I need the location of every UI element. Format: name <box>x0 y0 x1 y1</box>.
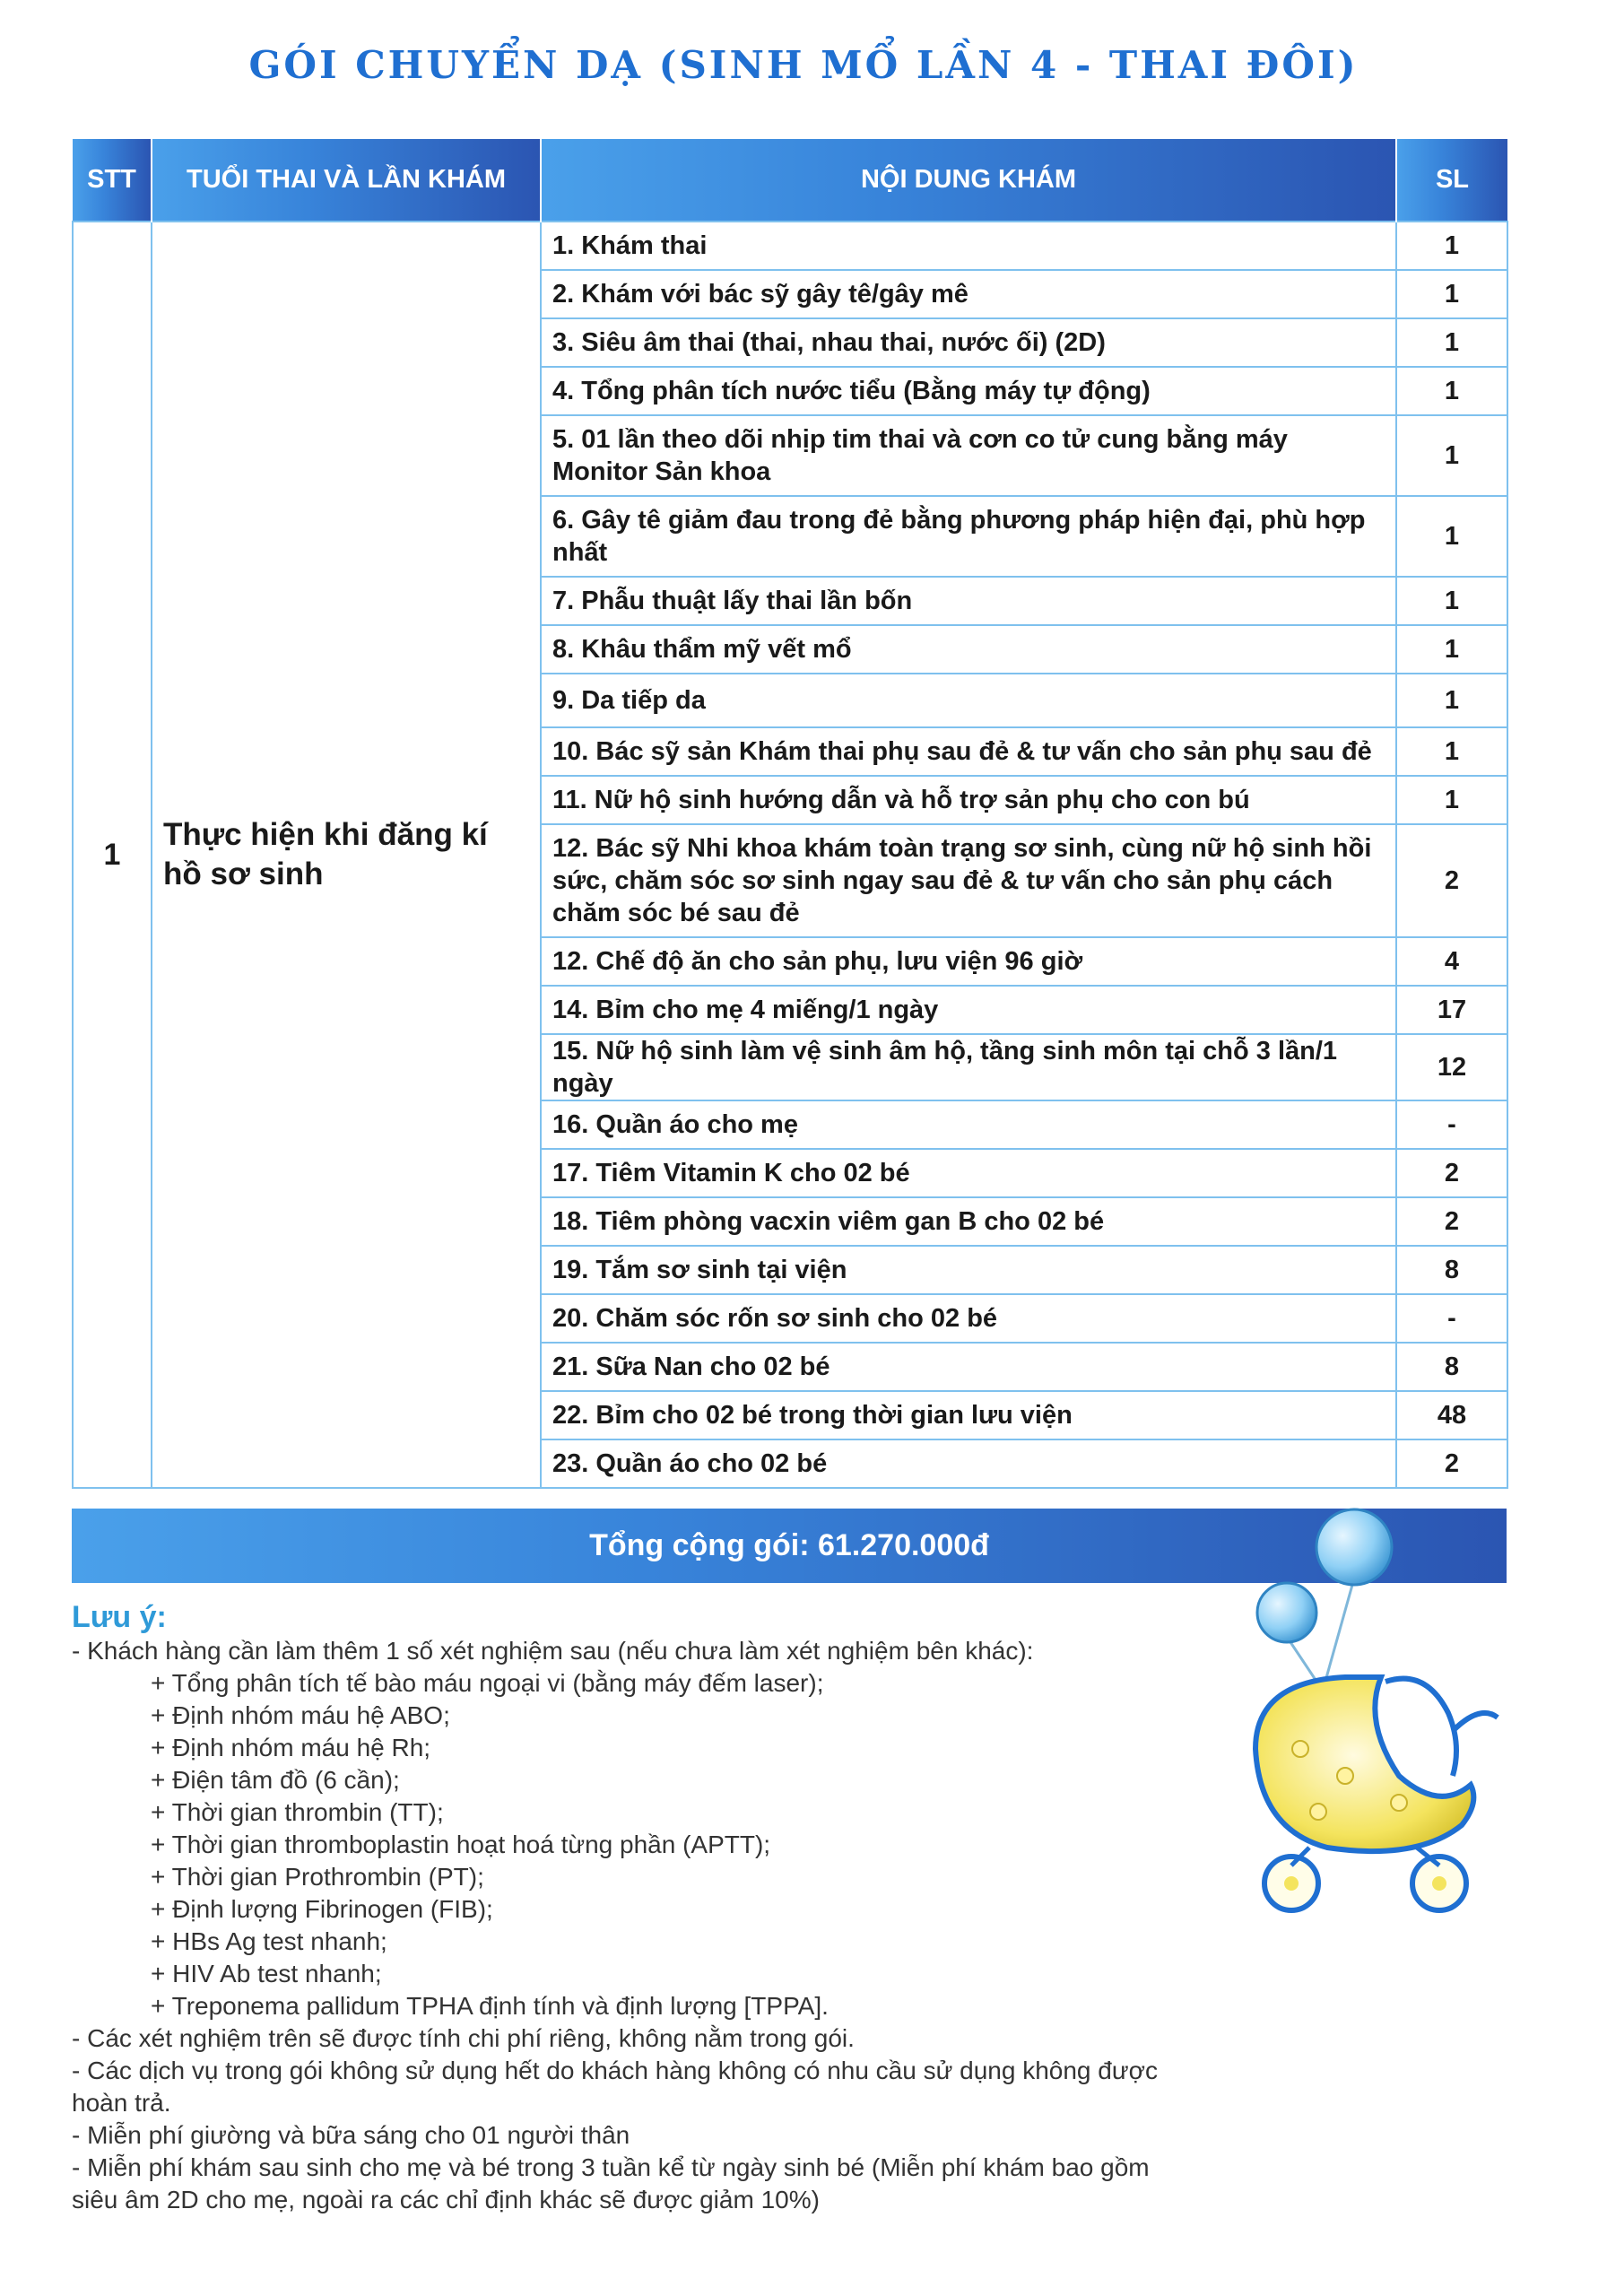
test-item: + Thời gian thrombin (TT); <box>151 1798 444 1826</box>
stroller-hood <box>1385 1679 1456 1776</box>
extra-notes <box>72 2022 1193 2216</box>
qty-cell: - <box>1396 1100 1507 1149</box>
header-age: TUỔI THAI VÀ LẦN KHÁM <box>152 139 541 222</box>
content-cell: 8. Khâu thẩm mỹ vết mổ <box>541 625 1396 674</box>
qty-cell: 8 <box>1396 1343 1507 1391</box>
content-cell: 18. Tiêm phòng vacxin viêm gan B cho 02 bé <box>541 1197 1396 1246</box>
content-cell: 12. Bác sỹ Nhi khoa khám toàn trạng sơ sinh, cùng nữ hộ sinh hồi sức, chăm sóc sơ sinh ngay sau đẻ & tư vấn cho sản phụ cách chăm sóc bé sau đẻ <box>541 824 1396 937</box>
test-item: + Định nhóm máu hệ ABO; <box>151 1701 450 1729</box>
balloon-small <box>1257 1583 1316 1642</box>
qty-cell: 1 <box>1396 727 1507 776</box>
header-qty: SL <box>1396 139 1507 222</box>
table-body <box>73 222 1507 1488</box>
note-item: - Miễn phí khám sau sinh cho mẹ và bé trong 3 tuần kể từ ngày sinh bé (Miễn phí khám bao gồm siêu âm 2D cho mẹ, ngoài ra các chỉ định khác sẽ được giảm 10%) <box>72 2153 1150 2213</box>
content-cell: 15. Nữ hộ sinh làm vệ sinh âm hộ, tầng sinh môn tại chỗ 3 lần/1 ngày <box>541 1034 1396 1100</box>
wheel-hub <box>1284 1876 1299 1891</box>
package-table <box>72 139 1508 1489</box>
content-cell: 21. Sữa Nan cho 02 bé <box>541 1343 1396 1391</box>
test-item: + Tổng phân tích tế bào máu ngoại vi (bằng máy đếm laser); <box>151 1669 824 1697</box>
content-cell: 20. Chăm sóc rốn sơ sinh cho 02 bé <box>541 1294 1396 1343</box>
qty-cell: 1 <box>1396 776 1507 824</box>
test-item: + Treponema pallidum TPHA định tính và định lượng [TPPA]. <box>151 1992 829 2020</box>
table-header-row <box>73 139 1507 222</box>
content-cell: 10. Bác sỹ sản Khám thai phụ sau đẻ & tư vấn cho sản phụ sau đẻ <box>541 727 1396 776</box>
flower-pattern <box>1310 1804 1326 1820</box>
qty-cell: 4 <box>1396 937 1507 986</box>
qty-cell: 1 <box>1396 318 1507 367</box>
content-cell: 14. Bỉm cho mẹ 4 miếng/1 ngày <box>541 986 1396 1034</box>
content-cell: 2. Khám với bác sỹ gây tê/gây mê <box>541 270 1396 318</box>
content-cell: 3. Siêu âm thai (thai, nhau thai, nước ối) (2D) <box>541 318 1396 367</box>
stroller-handle <box>1453 1713 1498 1731</box>
content-cell: 17. Tiêm Vitamin K cho 02 bé <box>541 1149 1396 1197</box>
wheel-hub <box>1432 1876 1446 1891</box>
qty-cell: 2 <box>1396 1149 1507 1197</box>
content-cell: 1. Khám thai <box>541 222 1396 270</box>
notes-section <box>72 1599 1193 2216</box>
table-row <box>73 222 1507 270</box>
page-title: GÓI CHUYỂN DẠ (SINH MỔ LẦN 4 - THAI ĐÔI) <box>248 43 1359 87</box>
note-item: - Các xét nghiệm trên sẽ được tính chi phí riêng, không nằm trong gói. <box>72 2024 855 2052</box>
balloon-string <box>1323 1578 1354 1691</box>
header-stt: STT <box>73 139 152 222</box>
qty-cell: 1 <box>1396 577 1507 625</box>
qty-cell: 12 <box>1396 1034 1507 1100</box>
test-list <box>72 1667 1193 2022</box>
package-total: Tổng cộng gói: 61.270.000đ <box>72 1509 1507 1583</box>
content-cell: 12. Chế độ ăn cho sản phụ, lưu viện 96 giờ <box>541 937 1396 986</box>
age-cell: Thực hiện khi đăng kí hồ sơ sinh <box>152 222 541 1488</box>
flower-pattern <box>1292 1741 1308 1757</box>
test-item: + Điện tâm đồ (6 cần); <box>151 1766 400 1794</box>
qty-cell: 1 <box>1396 367 1507 415</box>
flower-pattern <box>1337 1768 1353 1784</box>
content-cell: 11. Nữ hộ sinh hướng dẫn và hỗ trợ sản phụ cho con bú <box>541 776 1396 824</box>
content-cell: 7. Phẫu thuật lấy thai lần bốn <box>541 577 1396 625</box>
qty-cell: 17 <box>1396 986 1507 1034</box>
balloon-large <box>1316 1509 1392 1585</box>
qty-cell: 1 <box>1396 496 1507 577</box>
qty-cell: 2 <box>1396 1439 1507 1488</box>
baby-stroller-illustration <box>1238 1507 1507 1955</box>
content-cell: 6. Gây tê giảm đau trong đẻ bằng phương pháp hiện đại, phù hợp nhất <box>541 496 1396 577</box>
qty-cell: 8 <box>1396 1246 1507 1294</box>
qty-cell: - <box>1396 1294 1507 1343</box>
content-cell: 16. Quần áo cho mẹ <box>541 1100 1396 1149</box>
test-item: + Định nhóm máu hệ Rh; <box>151 1734 431 1761</box>
notes-intro: - Khách hàng cần làm thêm 1 số xét nghiệm sau (nếu chưa làm xét nghiệm bên khác): <box>72 1637 1034 1665</box>
qty-cell: 2 <box>1396 1197 1507 1246</box>
content-cell: 4. Tổng phân tích nước tiểu (Bằng máy tự động) <box>541 367 1396 415</box>
qty-cell: 1 <box>1396 270 1507 318</box>
qty-cell: 48 <box>1396 1391 1507 1439</box>
qty-cell: 1 <box>1396 222 1507 270</box>
stt-cell: 1 <box>73 222 152 1488</box>
qty-cell: 1 <box>1396 625 1507 674</box>
content-cell: 19. Tắm sơ sinh tại viện <box>541 1246 1396 1294</box>
test-item: + Thời gian thromboplastin hoạt hoá từng phần (APTT); <box>151 1831 771 1858</box>
test-item: + Định lượng Fibrinogen (FIB); <box>151 1895 493 1923</box>
test-item: + HBs Ag test nhanh; <box>151 1927 387 1955</box>
qty-cell: 1 <box>1396 415 1507 496</box>
notes-title: Lưu ý: <box>72 1600 167 1634</box>
content-cell: 5. 01 lần theo dõi nhịp tim thai và cơn co tử cung bằng máy Monitor Sản khoa <box>541 415 1396 496</box>
content-cell: 23. Quần áo cho 02 bé <box>541 1439 1396 1488</box>
header-content: NỘI DUNG KHÁM <box>541 139 1396 222</box>
qty-cell: 1 <box>1396 674 1507 727</box>
test-item: + HIV Ab test nhanh; <box>151 1960 382 1987</box>
test-item: + Thời gian Prothrombin (PT); <box>151 1863 484 1891</box>
note-item: - Các dịch vụ trong gói không sử dụng hết do khách hàng không có nhu cầu sử dụng không được hoàn trả. <box>72 2057 1158 2117</box>
qty-cell: 2 <box>1396 824 1507 937</box>
note-item: - Miễn phí giường và bữa sáng cho 01 người thân <box>72 2121 630 2149</box>
content-cell: 9. Da tiếp da <box>541 674 1396 727</box>
flower-pattern <box>1391 1795 1407 1811</box>
content-cell: 22. Bỉm cho 02 bé trong thời gian lưu viện <box>541 1391 1396 1439</box>
